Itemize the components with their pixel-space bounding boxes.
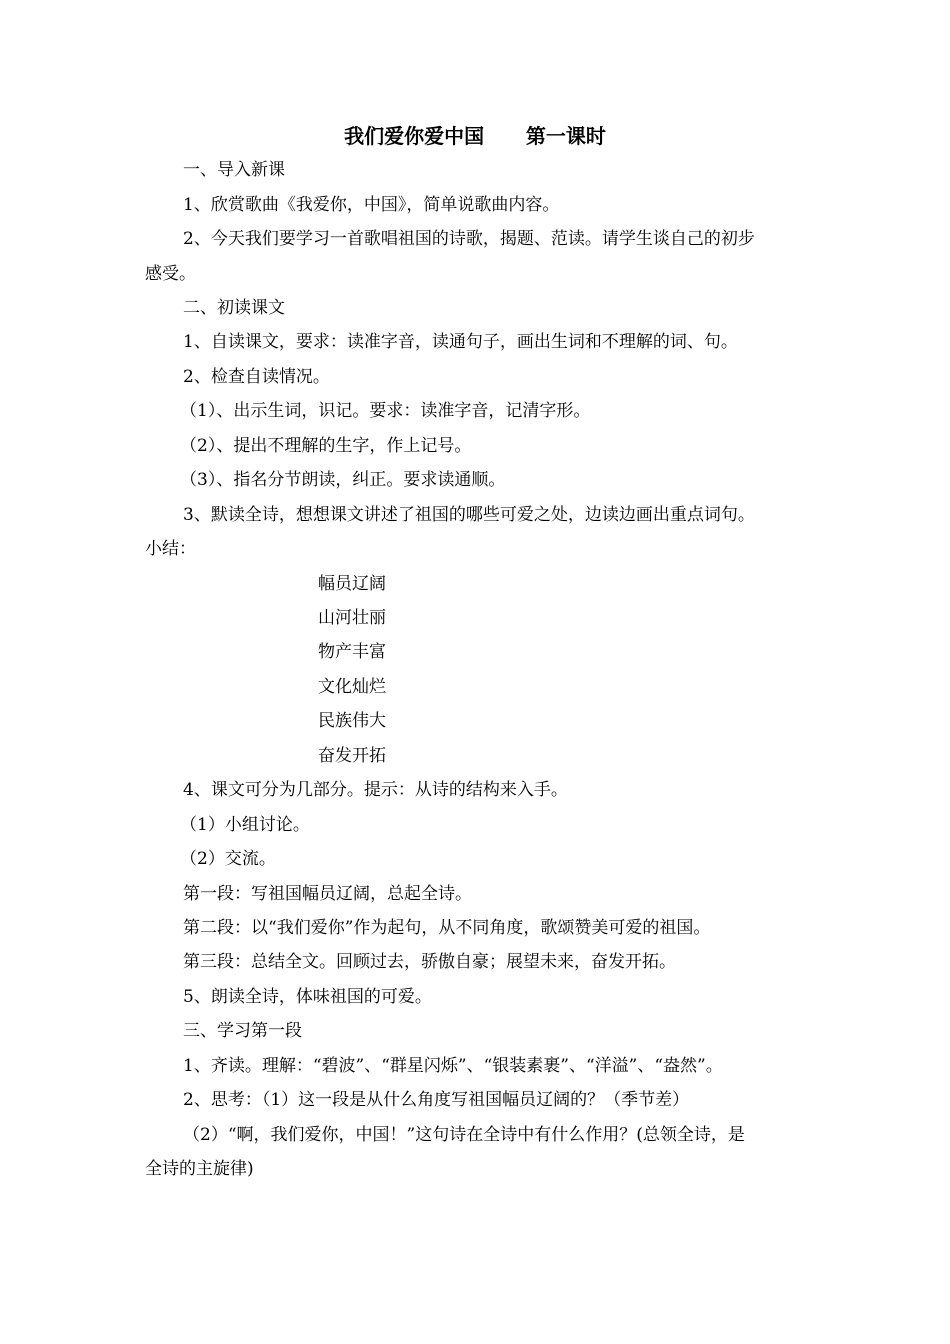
section-item: 第二段：以“我们爱你”作为起句，从不同角度，歌颂赞美可爱的祖国。 <box>183 918 711 938</box>
sub-item: （1）小组讨论。 <box>180 815 310 835</box>
sub-item: （2）交流。 <box>180 849 276 869</box>
paragraph: 2、今天我们要学习一首歌唱祖国的诗歌，揭题、范读。请学生谈自己的初步 <box>183 229 755 249</box>
summary-label: 小结： <box>145 539 196 559</box>
paragraph: 3、默读全诗，想想课文讲述了祖国的哪些可爱之处，边读边画出重点词句。 <box>183 505 755 525</box>
summary-item: 奋发开拓 <box>318 746 386 766</box>
paragraph: 2、检查自读情况。 <box>183 367 330 387</box>
sub-item: （3）、指名分节朗读，纠正。要求读通顺。 <box>180 470 506 490</box>
heading-import: 一、导入新课 <box>183 160 285 180</box>
paragraph-continuation: 全诗的主旋律) <box>145 1159 254 1179</box>
summary-item: 物产丰富 <box>318 642 386 662</box>
summary-item: 民族伟大 <box>318 711 386 731</box>
summary-item: 文化灿烂 <box>318 677 386 697</box>
sub-item: （1）、出示生词，识记。要求：读准字音，记清字形。 <box>180 401 591 421</box>
paragraph-continuation: 感受。 <box>145 264 196 284</box>
paragraph: 2、思考：（1）这一段是从什么角度写祖国幅员辽阔的？（季节差） <box>183 1090 690 1110</box>
paragraph: 1、欣赏歌曲《我爱你，中国》，简单说歌曲内容。 <box>183 195 560 215</box>
paragraph: 5、朗读全诗，体味祖国的可爱。 <box>183 987 432 1007</box>
paragraph: 4、课文可分为几部分。提示：从诗的结构来入手。 <box>183 780 568 800</box>
paragraph: （2）“啊，我们爱你，中国！”这句诗在全诗中有什么作用？(总领全诗，是 <box>183 1125 745 1145</box>
paragraph: 1、齐读。理解：“碧波”、“群星闪烁”、“银装素裹”、“洋溢”、“盎然”。 <box>183 1056 723 1076</box>
paragraph: 1、自读课文，要求：读准字音，读通句子，画出生词和不理解的词、句。 <box>183 332 738 352</box>
summary-item: 山河壮丽 <box>318 608 386 628</box>
heading-study-first-section: 三、学习第一段 <box>183 1021 302 1041</box>
section-item: 第一段：写祖国幅员辽阔，总起全诗。 <box>183 884 472 904</box>
heading-first-reading: 二、初读课文 <box>183 298 285 318</box>
summary-item: 幅员辽阔 <box>318 574 386 594</box>
section-item: 第三段：总结全文。回顾过去，骄傲自豪；展望未来，奋发开拓。 <box>183 952 676 972</box>
document-title: 我们爱你爱中国 第一课时 <box>344 124 606 148</box>
sub-item: （2）、提出不理解的生字，作上记号。 <box>180 436 472 456</box>
